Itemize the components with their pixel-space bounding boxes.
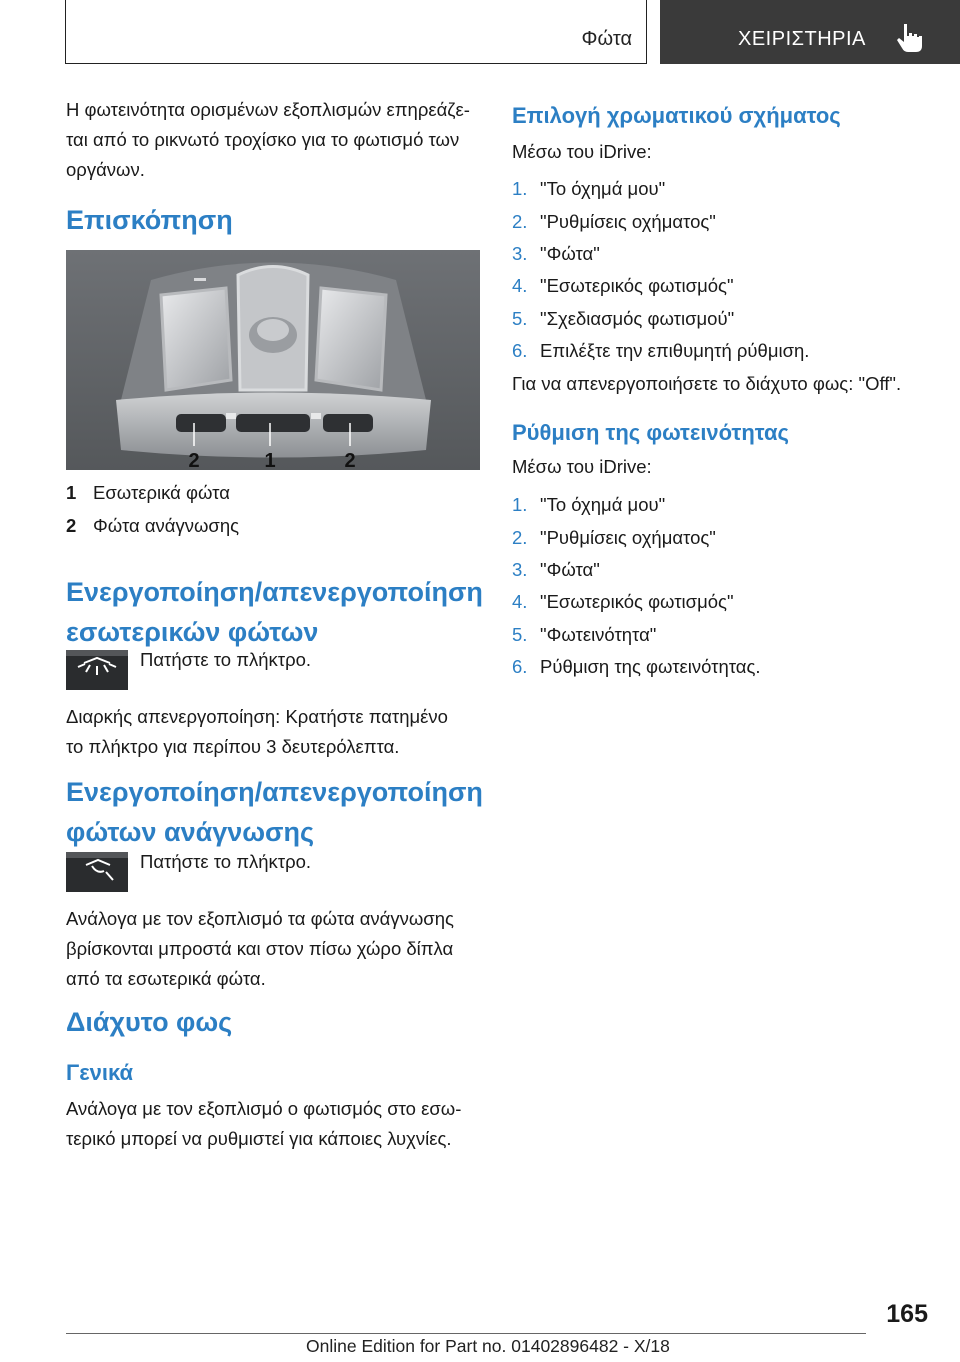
- legend-number: 1: [66, 482, 77, 503]
- step-number: 4.: [512, 591, 528, 612]
- step-text: "Φωτεινότητα": [540, 624, 657, 645]
- color-step: [512, 174, 665, 204]
- reading-instruction: Πατήστε το πλήκτρο.: [140, 851, 312, 872]
- step-text: Ρύθμιση της φωτεινότητας.: [540, 656, 761, 677]
- page-number: 165: [886, 1300, 928, 1328]
- color-step: [512, 271, 734, 301]
- color-step: [512, 239, 600, 269]
- step-text: "Εσωτερικός φωτισμός": [540, 591, 734, 612]
- step-number: 2.: [512, 211, 528, 232]
- reading-light-icon: [66, 852, 128, 892]
- step-text: "Το όχημά μου": [540, 178, 666, 199]
- reading-lights-heading: Ενεργοποίηση/απενεργοποίηση φώτων ανάγνωσης: [66, 777, 483, 847]
- step-number: 6.: [512, 340, 528, 361]
- step-text: Επιλέξτε την επιθυμητή ρύθμιση.: [540, 340, 810, 361]
- ambient-text: Ανάλογα με τον εξοπλισμό ο φωτισμός στο εσω- τερικό μπορεί να ρυθμιστεί για κάποιες λυχνίες.: [66, 1098, 462, 1149]
- overview-heading: Επισκόπηση: [66, 205, 233, 235]
- brightness-step: [512, 523, 716, 553]
- step-text: "Εσωτερικός φωτισμός": [540, 275, 734, 296]
- step-text: "Το όχημά μου": [540, 494, 666, 515]
- photo-callout-left: 2: [188, 450, 200, 470]
- brightness-step: [512, 555, 600, 585]
- brightness-heading: Ρύθμιση της φωτεινότητας: [512, 420, 789, 445]
- legend-item: [66, 478, 230, 508]
- brightness-step: [512, 490, 665, 520]
- ambient-general-subheading: Γενικά: [66, 1060, 134, 1085]
- header-chapter-title: ΧΕΙΡΙΣΤΗΡΙΑ: [738, 28, 866, 50]
- step-text: "Σχεδιασμός φωτισμού": [540, 308, 735, 329]
- interior-instruction: Πατήστε το πλήκτρο.: [140, 649, 312, 670]
- interior-note: Διαρκής απενεργοποίηση: Κρατήστε πατημένο το πλήκτρο για περίπου 3 δευτερόλεπτα.: [66, 706, 448, 757]
- step-number: 5.: [512, 624, 528, 645]
- header-section-title: Φώτα: [581, 28, 632, 50]
- step-number: 3.: [512, 243, 528, 264]
- step-number: 1.: [512, 178, 528, 199]
- reading-note: Ανάλογα με τον εξοπλισμό τα φώτα ανάγνωσης βρίσκονται μπροστά και στον πίσω χώρο δίπλα από τα εσωτερικά φώτα.: [66, 908, 454, 989]
- hand-pointer-icon: [894, 22, 924, 54]
- legend-text: Εσωτερικά φώτα: [93, 482, 230, 503]
- brightness-step: [512, 587, 734, 617]
- photo-callout-center: 1: [264, 450, 276, 470]
- step-number: 6.: [512, 656, 528, 677]
- legend-text: Φώτα ανάγνωσης: [93, 515, 240, 536]
- color-scheme-heading: Επιλογή χρωματικού σχήματος: [512, 103, 841, 128]
- color-scheme-via: Μέσω του iDrive:: [512, 141, 652, 162]
- color-step: [512, 207, 716, 237]
- intro-paragraph: Η φωτεινότητα ορισμένων εξοπλισμών επηρεάζε- ται από το ρικνωτό τροχίσκο για το φωτισμό των οργάνων.: [66, 99, 470, 180]
- step-number: 1.: [512, 494, 528, 515]
- color-step: [512, 304, 734, 334]
- step-number: 5.: [512, 308, 528, 329]
- footer-edition: Online Edition for Part no. 01402896482 - X/18: [306, 1336, 670, 1356]
- interior-light-icon: [66, 650, 128, 690]
- step-text: "Ρυθμίσεις οχήματος": [540, 211, 716, 232]
- interior-lights-heading: Ενεργοποίηση/απενεργοποίηση εσωτερικών φώτων: [66, 577, 483, 647]
- legend-item: [66, 511, 239, 541]
- step-text: "Φώτα": [540, 243, 600, 264]
- step-number: 4.: [512, 275, 528, 296]
- color-step: [512, 336, 809, 366]
- ambient-off-note: Για να απενεργοποιήσετε το διάχυτο φως: "Off".: [512, 373, 902, 394]
- legend-number: 2: [66, 515, 77, 536]
- footer-divider: [66, 1333, 866, 1334]
- step-text: "Ρυθμίσεις οχήματος": [540, 527, 716, 548]
- ambient-light-heading: Διάχυτο φως: [66, 1007, 233, 1037]
- brightness-via: Μέσω του iDrive:: [512, 456, 652, 477]
- step-number: 2.: [512, 527, 528, 548]
- photo-callout-right: 2: [344, 450, 356, 470]
- header-section-box: [65, 0, 647, 64]
- brightness-step: [512, 620, 656, 650]
- step-text: "Φώτα": [540, 559, 600, 580]
- header-chapter-tab: [660, 0, 960, 64]
- brightness-step: [512, 652, 761, 682]
- step-number: 3.: [512, 559, 528, 580]
- interior-lights-photo: [66, 250, 480, 470]
